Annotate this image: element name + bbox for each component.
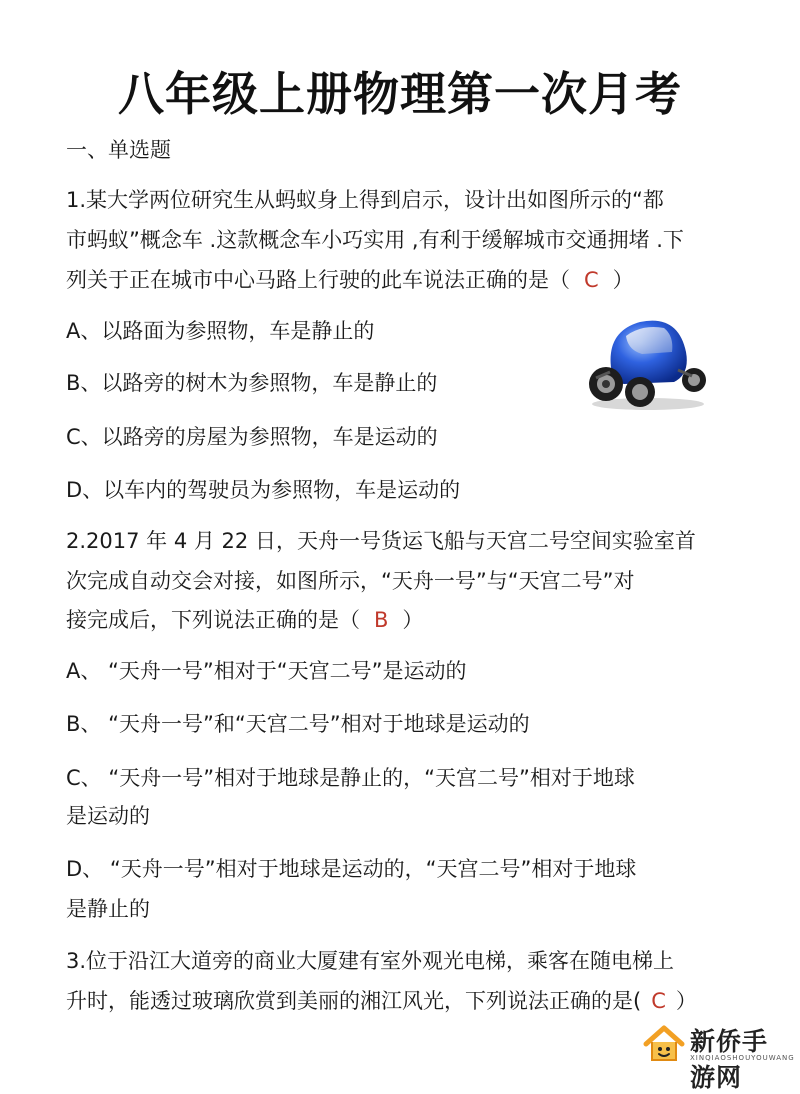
q2-option-a: A、 “天舟一号”相对于“天宫二号”是运动的 [66, 659, 467, 683]
q1-close-paren: ） [612, 268, 634, 292]
page-title: 八年级上册物理第一次月考 [118, 67, 682, 121]
q1-option-c: C、以路旁的房屋为参照物，车是运动的 [66, 425, 438, 449]
q2-option-c: C、 “天舟一号”相对于地球是静止的，“天宫二号”相对于地球 [66, 766, 635, 790]
q2-text-line-3 [66, 606, 423, 634]
q2-option-b: B、 “天舟一号”和“天宫二号”相对于地球是运动的 [66, 712, 530, 736]
watermark-logo [640, 1016, 795, 1092]
q2-option-c-cont: 是运动的 [66, 804, 150, 828]
concept-car-image [582, 312, 712, 412]
q3-stem-end: 升时，能透过玻璃欣赏到美丽的湘江风光，下列说法正确的是( [66, 989, 642, 1013]
q1-text-line-1: 1.某大学两位研究生从蚂蚁身上得到启示，设计出如图所示的“都 [66, 188, 664, 212]
q1-text-line-3 [66, 266, 634, 294]
q2-text-line-2: 次完成自动交会对接，如图所示，“天舟一号”与“天宫二号”对 [66, 569, 635, 593]
q3-answer: C [651, 989, 666, 1013]
q2-option-d: D、 “天舟一号”相对于地球是运动的，“天宫二号”相对于地球 [66, 857, 637, 881]
q3-close-paren: ） [675, 989, 697, 1013]
q1-stem-end: 列关于正在城市中心马路上行驶的此车说法正确的是（ [66, 268, 570, 292]
q1-option-a: A、以路面为参照物，车是静止的 [66, 319, 375, 343]
watermark-name: 新侨手游网 [690, 1027, 769, 1092]
q2-option-d-cont: 是静止的 [66, 897, 150, 921]
q2-answer: B [374, 608, 389, 632]
q1-text-line-2: 市蚂蚁”概念车 .这款概念车小巧实用 ,有利于缓解城市交通拥堵 .下 [66, 228, 684, 252]
q1-answer: C [584, 268, 599, 292]
q1-option-b: B、以路旁的树木为参照物，车是静止的 [66, 371, 438, 395]
q2-text-line-1: 2.2017 年 4 月 22 日，天舟一号货运飞船与天宫二号空间实验室首 [66, 529, 696, 553]
q2-close-paren: ） [402, 608, 424, 632]
q1-option-d: D、以车内的驾驶员为参照物，车是运动的 [66, 478, 461, 502]
section-heading: 一、单选题 [66, 138, 171, 162]
q3-text-line-1: 3.位于沿江大道旁的商业大厦建有室外观光电梯，乘客在随电梯上 [66, 949, 675, 973]
house-logo-icon [642, 1022, 686, 1066]
watermark-subtitle: XINQIAOSHOUYOUWANG [690, 1054, 795, 1062]
q3-text-line-2 [66, 987, 697, 1015]
q2-stem-end: 接完成后，下列说法正确的是（ [66, 608, 360, 632]
